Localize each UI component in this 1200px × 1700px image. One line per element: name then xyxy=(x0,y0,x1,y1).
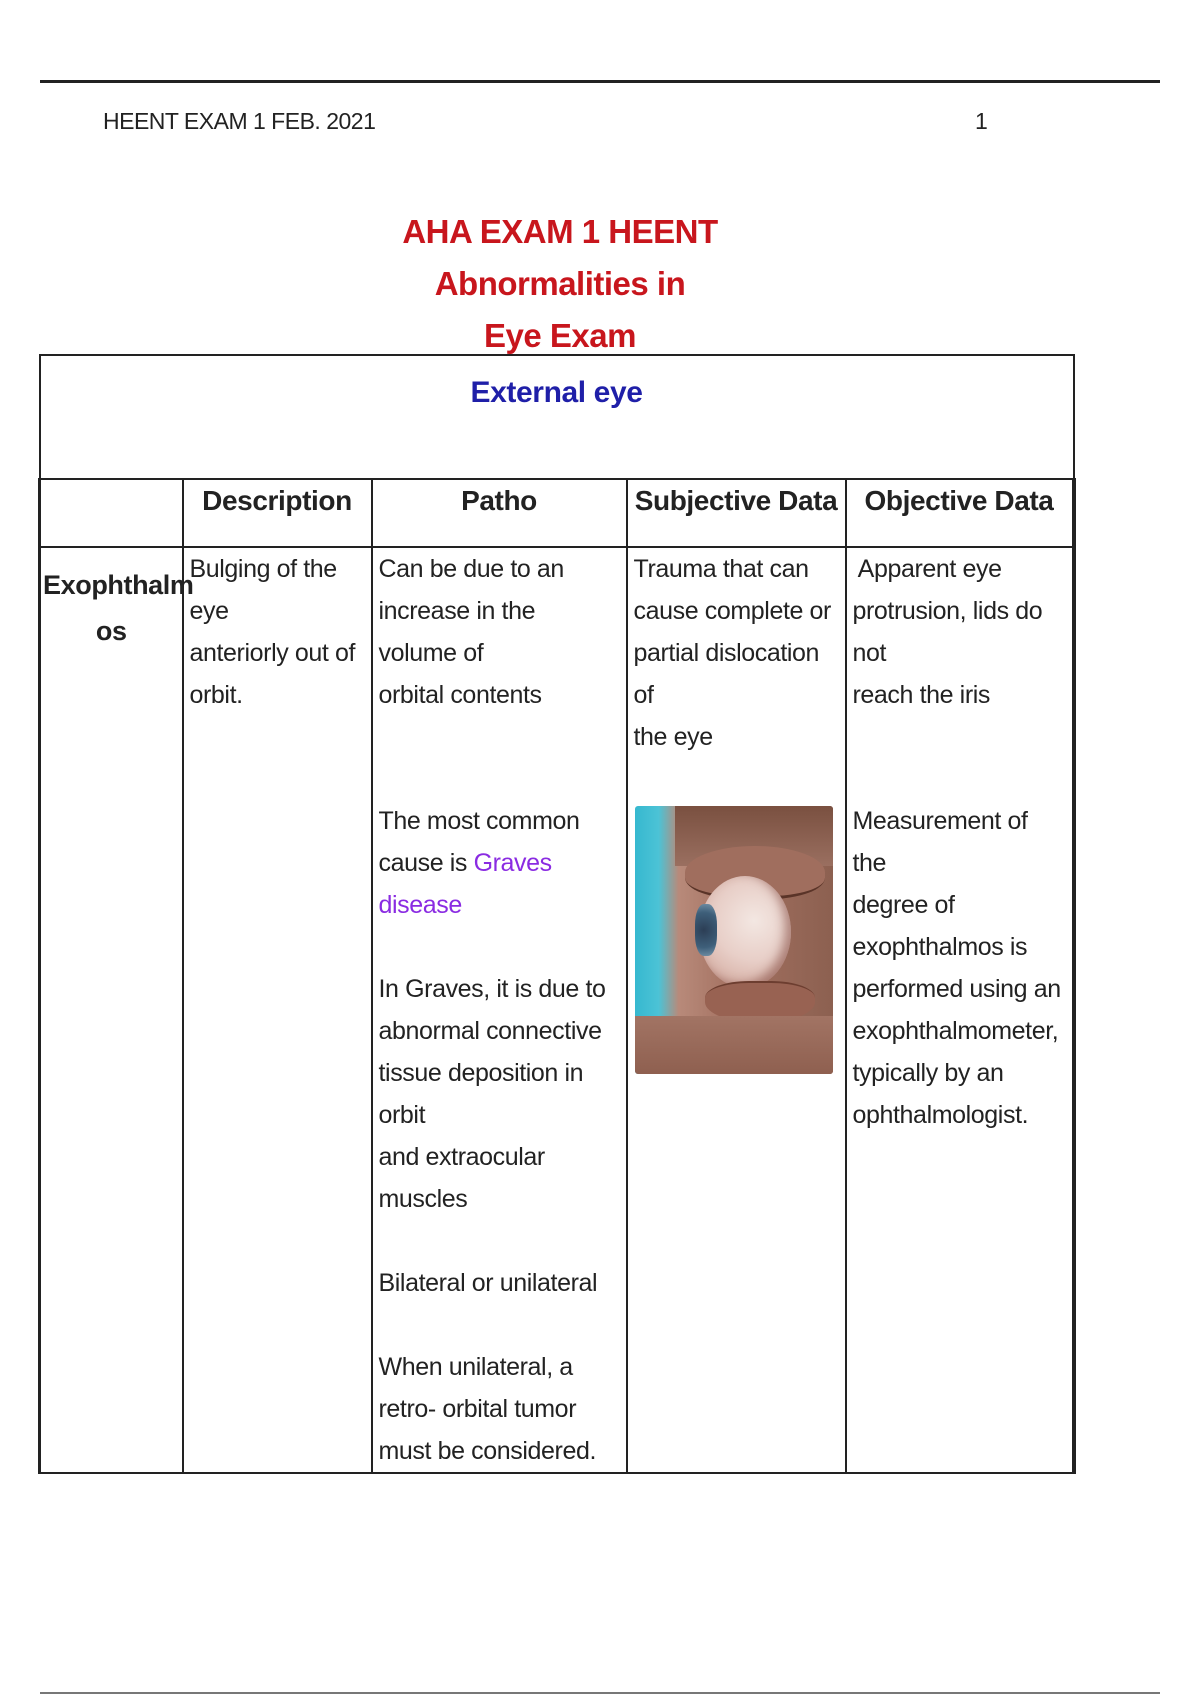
bottom-rule xyxy=(40,1692,1160,1694)
document-title-line-2: Eye Exam xyxy=(484,317,636,354)
description-cell xyxy=(183,547,372,1473)
patho-line xyxy=(379,842,620,926)
running-head: HEENT EXAM 1 FEB. 2021 xyxy=(103,108,376,134)
condition-name-line-2: os xyxy=(95,616,127,646)
column-header-subjective-data: Subjective Data xyxy=(627,479,846,547)
section-cell xyxy=(40,355,1074,479)
document-title-line-1: AHA EXAM 1 HEENT Abnormalities in xyxy=(402,213,718,302)
objective-line: protrusion, lids do not xyxy=(852,597,1043,667)
subjective-line: partial dislocation xyxy=(633,639,820,667)
document-title xyxy=(300,206,820,362)
objective-line: Measurement of the xyxy=(852,807,1028,877)
objective-line: exophthalmos is xyxy=(852,933,1028,961)
patho-cell xyxy=(372,547,627,1473)
subjective-line: the eye xyxy=(633,723,713,751)
condition-name-line-1: Exophthalm xyxy=(43,570,194,600)
column-header-objective-data: Objective Data xyxy=(846,479,1074,547)
top-rule xyxy=(40,80,1160,83)
description-line: orbit. xyxy=(189,681,243,709)
graves-disease-link[interactable]: Graves disease xyxy=(378,849,552,919)
objective-line: exophthalmometer, xyxy=(852,1017,1059,1045)
table-row xyxy=(40,547,1074,1473)
objective-line: reach the iris xyxy=(852,681,991,709)
patho-line: must be considered. xyxy=(378,1437,597,1465)
patho-line: abnormal connective xyxy=(378,1017,602,1045)
page-number: 1 xyxy=(975,108,988,134)
external-eye-table xyxy=(38,354,1076,1474)
objective-line: ophthalmologist. xyxy=(852,1101,1029,1129)
column-header-description: Description xyxy=(183,479,372,547)
patho-line: The most common xyxy=(378,807,580,835)
column-header-patho: Patho xyxy=(372,479,627,547)
patho-line: tissue deposition in orbit xyxy=(378,1059,584,1129)
objective-line: Apparent eye xyxy=(852,555,1002,583)
condition-cell xyxy=(40,547,194,1473)
patho-line: increase in the volume of xyxy=(378,597,536,667)
exophthalmos-eye-photo xyxy=(635,806,833,1074)
objective-line: performed using an xyxy=(852,975,1061,1003)
patho-line: In Graves, it is due to xyxy=(378,975,606,1003)
patho-cause-prefix: cause is xyxy=(378,849,474,877)
subjective-data-cell xyxy=(627,547,846,1473)
subjective-line: cause complete or xyxy=(633,597,831,625)
patho-line: When unilateral, a xyxy=(378,1353,573,1381)
patho-line: orbital contents xyxy=(378,681,542,709)
subjective-line: of xyxy=(633,681,654,709)
description-line: anteriorly out of xyxy=(189,639,356,667)
objective-line: degree of xyxy=(852,891,955,919)
patho-line: Bilateral or unilateral xyxy=(378,1269,598,1297)
objective-data-cell xyxy=(846,547,1074,1473)
table-header-row xyxy=(40,479,1074,547)
objective-line: typically by an xyxy=(852,1059,1004,1087)
section-row xyxy=(40,355,1074,479)
description-line: Bulging of the eye xyxy=(189,555,337,625)
patho-line: and extraocular muscles xyxy=(378,1143,545,1213)
subjective-line: Trauma that can xyxy=(633,555,809,583)
patho-line: Can be due to an xyxy=(378,555,564,583)
section-heading: External eye xyxy=(470,376,643,409)
column-header-condition xyxy=(40,479,183,547)
patho-line: retro- orbital tumor xyxy=(378,1395,577,1423)
